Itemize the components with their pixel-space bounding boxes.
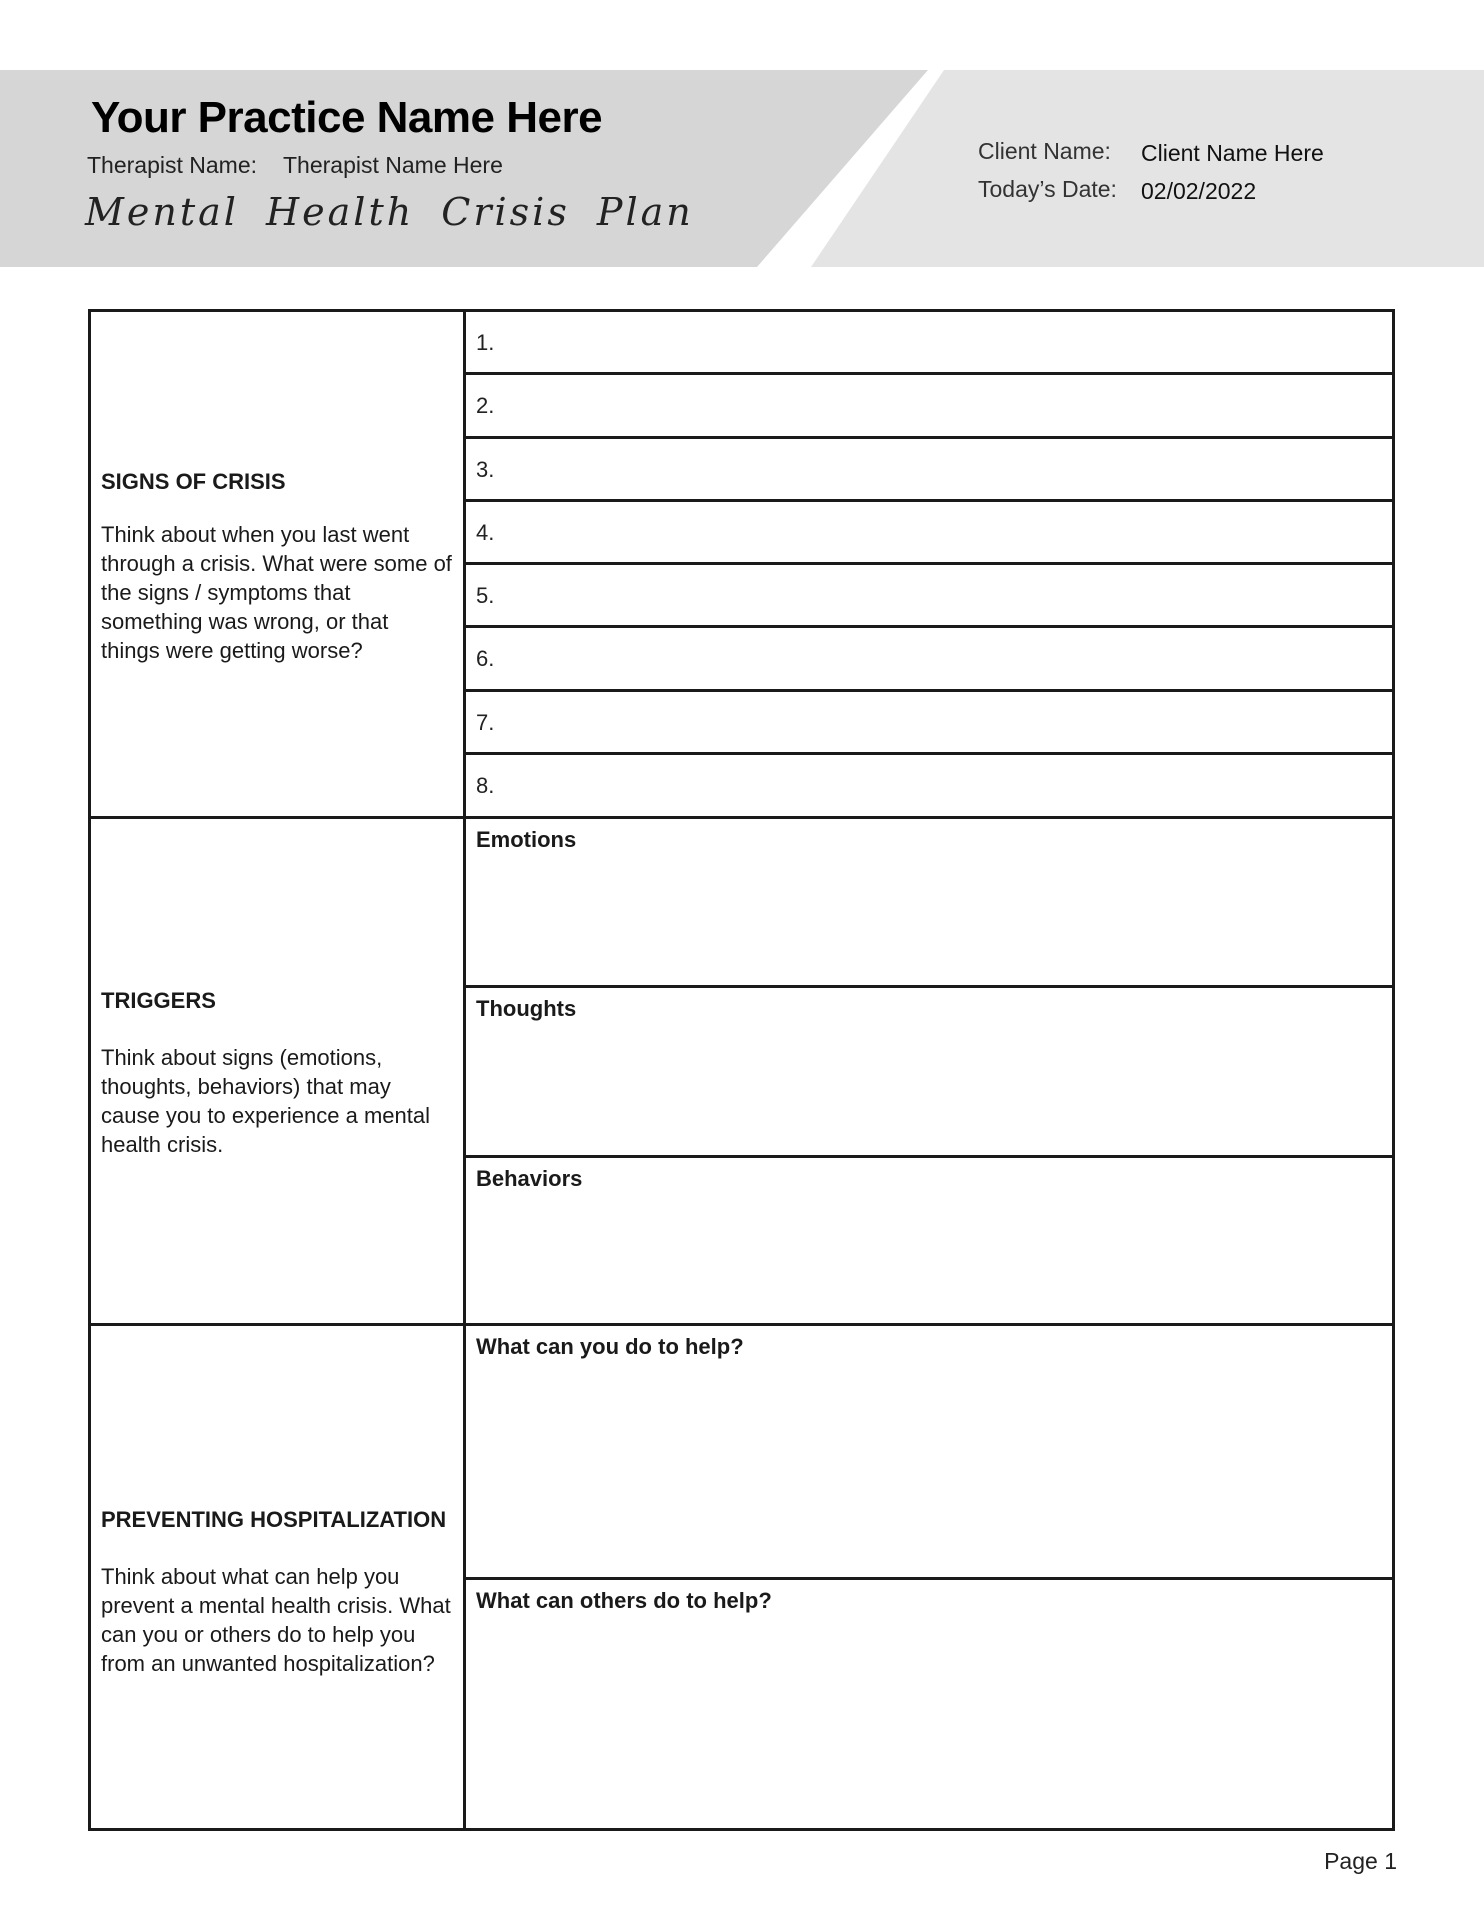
thoughts-label: Thoughts xyxy=(476,996,577,1021)
preventing-description: Think about what can help you prevent a mental health crisis. What can you or others do to help you from an unwanted hospitalization? xyxy=(101,1563,451,1676)
signs-title: SIGNS OF CRISIS xyxy=(101,468,286,494)
client-name-label: Client Name: xyxy=(978,138,1111,164)
self-help-label: What can you do to help? xyxy=(476,1334,744,1359)
sign-item-field[interactable]: 7. xyxy=(466,692,1392,755)
sign-item-field[interactable]: 1. xyxy=(466,312,1392,375)
signs-list xyxy=(466,312,1392,819)
emotions-field[interactable] xyxy=(466,819,1392,988)
others-help-field[interactable] xyxy=(466,1580,1392,1828)
therapist-name-field[interactable]: Therapist Name Here xyxy=(283,152,503,178)
emotions-label: Emotions xyxy=(476,827,577,852)
sign-item-field[interactable]: 2. xyxy=(466,375,1392,438)
thoughts-field[interactable] xyxy=(466,988,1392,1158)
page-number: Page 1 xyxy=(1324,1848,1397,1874)
section-triggers xyxy=(91,816,1392,1326)
signs-info-cell xyxy=(91,312,466,819)
triggers-title: TRIGGERS xyxy=(101,988,216,1013)
triggers-fields xyxy=(466,819,1392,1326)
date-label: Today’s Date: xyxy=(978,176,1117,202)
behaviors-field[interactable] xyxy=(466,1158,1392,1323)
behaviors-label: Behaviors xyxy=(476,1166,583,1191)
triggers-info-cell xyxy=(91,819,466,1326)
therapist-name-row xyxy=(87,152,503,179)
self-help-field[interactable] xyxy=(466,1326,1392,1580)
others-help-label: What can others do to help? xyxy=(476,1588,772,1613)
crisis-plan-table xyxy=(88,309,1395,1831)
date-field[interactable]: 02/02/2022 xyxy=(1141,178,1257,204)
sign-item-field[interactable]: 8. xyxy=(476,773,495,799)
section-signs-of-crisis xyxy=(91,312,1392,819)
triggers-description: Think about signs (emotions, thoughts, behaviors) that may cause you to experience a mental health crisis. xyxy=(101,1045,430,1157)
preventing-title: PREVENTING HOSPITALIZATION xyxy=(101,1506,447,1532)
client-name-field[interactable]: Client Name Here xyxy=(1141,140,1324,166)
sign-item-field[interactable]: 4. xyxy=(466,502,1392,565)
practice-name: Your Practice Name Here xyxy=(91,93,603,142)
sign-item-field[interactable]: 5. xyxy=(466,565,1392,628)
preventing-fields xyxy=(466,1326,1392,1828)
sign-item-field[interactable]: 6. xyxy=(466,628,1392,691)
plan-title: Mental Health Crisis Plan xyxy=(85,190,694,234)
therapist-name-label: Therapist Name: xyxy=(87,152,258,178)
signs-description: Think about when you last went through a crisis. What were some of the signs / symptoms that something was wrong, or that things were getting worse? xyxy=(101,521,452,663)
sign-item-field[interactable]: 3. xyxy=(466,439,1392,502)
header-band-right xyxy=(811,70,1484,267)
preventing-info-cell xyxy=(91,1326,466,1828)
section-preventing-hospitalization xyxy=(91,1323,1392,1828)
